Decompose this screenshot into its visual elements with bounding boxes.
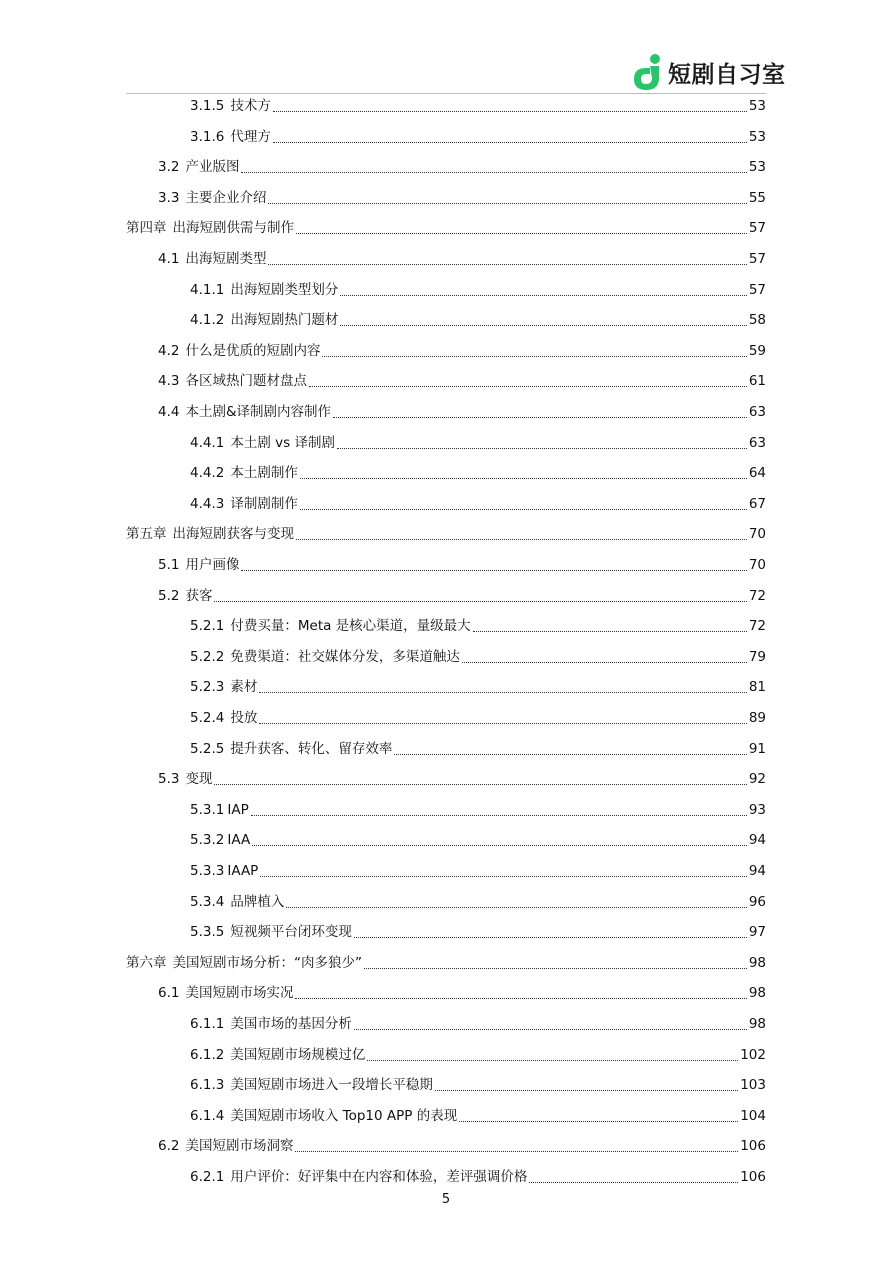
- toc-entry-number: 第六章: [126, 954, 167, 971]
- toc-entry-page: 97: [748, 924, 766, 941]
- toc-entry-number: 5.3.2: [190, 832, 225, 849]
- toc-entry-number: 6.1.4: [190, 1107, 225, 1124]
- toc-entry[interactable]: [190, 1070, 766, 1100]
- toc-entry-title: 用户画像: [185, 557, 240, 573]
- toc-entry-page: 91: [748, 740, 766, 757]
- toc-entry-title: 出海短剧热门题材: [230, 312, 339, 329]
- toc-dot-leader: [300, 458, 747, 488]
- toc-dot-leader: [260, 856, 746, 886]
- toc-entry[interactable]: [158, 550, 766, 580]
- brand-logo: [628, 52, 786, 92]
- toc-entry[interactable]: [158, 366, 766, 396]
- toc-entry[interactable]: [190, 856, 766, 886]
- toc-entry-number: 5.3.5: [190, 924, 225, 941]
- toc-entry-page: 98: [748, 954, 766, 971]
- toc-dot-leader: [462, 642, 747, 672]
- toc-entry-page: 79: [748, 648, 766, 665]
- toc-entry-number: 5.3.1: [190, 801, 225, 818]
- toc-entry-title: 投放: [230, 710, 258, 726]
- toc-entry-page: 53: [748, 128, 766, 145]
- toc-entry-number: 6.2.1: [190, 1169, 225, 1185]
- toc-entry-title: 素材: [230, 679, 258, 696]
- toc-entry[interactable]: [126, 519, 766, 549]
- toc-dot-leader: [354, 1009, 747, 1039]
- toc-entry-number: 4.4.1: [190, 434, 225, 451]
- toc-dot-leader: [333, 397, 747, 427]
- toc-entry-page: 67: [748, 495, 766, 512]
- toc-entry[interactable]: [190, 1101, 766, 1131]
- toc-dot-leader: [296, 519, 747, 549]
- toc-entry-number: 5.2.5: [190, 740, 225, 757]
- toc-entry[interactable]: [190, 1009, 766, 1039]
- toc-entry-title: 出海短剧供需与制作: [172, 220, 294, 237]
- toc-entry[interactable]: [190, 703, 766, 733]
- toc-entry-title: 出海短剧类型: [185, 251, 267, 267]
- toc-entry-number: 5.3: [158, 771, 180, 788]
- toc-entry-number: 6.1.3: [190, 1077, 225, 1094]
- brand-logo-text: 短剧自习室: [668, 61, 786, 88]
- toc-entry-number: 4.4.2: [190, 465, 225, 482]
- toc-entry-title: 美国市场的基因分析: [230, 1016, 352, 1032]
- toc-dot-leader: [259, 703, 746, 733]
- toc-entry-page: 70: [748, 526, 766, 543]
- toc-dot-leader: [214, 581, 746, 611]
- toc-entry[interactable]: [190, 1040, 766, 1070]
- toc-entry-page: 57: [748, 251, 766, 267]
- toc-dot-leader: [286, 887, 746, 917]
- toc-entry-number: 4.1: [158, 251, 180, 267]
- toc-dot-leader: [241, 152, 746, 182]
- toc-dot-leader: [322, 336, 746, 366]
- toc-entry-number: 5.2.2: [190, 648, 225, 665]
- toc-entry-title: 各区域热门题材盘点: [185, 373, 307, 390]
- toc-entry-page: 63: [748, 434, 766, 451]
- toc-entry-number: 5.3.3: [190, 863, 225, 879]
- toc-entry-title: 译制剧制作: [230, 495, 298, 512]
- toc-entry-title: 美国短剧市场洞察: [185, 1138, 294, 1155]
- toc-dot-leader: [268, 183, 746, 213]
- toc-entry-page: 98: [748, 985, 766, 1002]
- toc-entry-title: 本土剧 vs 译制剧: [230, 434, 335, 451]
- toc-dot-leader: [251, 795, 747, 825]
- toc-entry[interactable]: [126, 948, 766, 978]
- toc-entry-page: 58: [748, 312, 766, 329]
- toc-entry[interactable]: [190, 458, 766, 488]
- toc-entry-title: 什么是优质的短剧内容: [185, 342, 321, 359]
- toc-entry-page: 72: [748, 618, 766, 635]
- toc-entry[interactable]: [158, 336, 766, 366]
- toc-entry-page: 103: [740, 1077, 766, 1094]
- toc-dot-leader: [273, 91, 747, 121]
- toc-entry[interactable]: [190, 489, 766, 519]
- toc-entry-page: 57: [748, 281, 766, 298]
- toc-entry-page: 61: [748, 373, 766, 390]
- toc-entry-page: 89: [748, 710, 766, 726]
- toc-dot-leader: [295, 978, 746, 1008]
- toc-entry-title: 短视频平台闭环变现: [230, 924, 352, 941]
- toc-entry-page: 81: [748, 679, 766, 696]
- toc-dot-leader: [367, 1040, 738, 1070]
- toc-entry-number: 5.3.4: [190, 893, 225, 910]
- toc-entry-number: 4.2: [158, 342, 180, 359]
- toc-entry-number: 5.2.1: [190, 618, 225, 635]
- toc-entry-title: 产业版图: [185, 159, 240, 176]
- toc-entry-number: 4.4: [158, 404, 180, 420]
- toc-entry[interactable]: [158, 152, 766, 182]
- toc-dot-leader: [340, 275, 746, 305]
- toc-dot-leader: [241, 550, 746, 580]
- toc-entry-title: 本土剧制作: [230, 465, 298, 482]
- toc-entry[interactable]: [126, 213, 766, 243]
- toc-entry-title: 变现: [185, 771, 213, 788]
- toc-entry-number: 5.2.3: [190, 679, 225, 696]
- toc-dot-leader: [252, 825, 747, 855]
- toc-entry-title: 免费渠道：社交媒体分发，多渠道触达: [230, 648, 460, 665]
- toc-entry[interactable]: [190, 428, 766, 458]
- toc-entry[interactable]: [190, 1162, 766, 1192]
- toc-entry-title: 品牌植入: [230, 893, 285, 910]
- toc-entry-number: 3.2: [158, 159, 180, 176]
- toc-entry-title: 提升获客、转化、留存效率: [230, 740, 393, 757]
- toc-dot-leader: [337, 428, 747, 458]
- toc-entry-page: 92: [748, 771, 766, 788]
- toc-entry-page: 98: [748, 1016, 766, 1032]
- toc-entry-number: 6.1.2: [190, 1046, 225, 1063]
- toc-entry[interactable]: [158, 244, 766, 274]
- toc-entry-title: 付费买量：Meta 是核心渠道，量级最大: [230, 618, 471, 635]
- toc-dot-leader: [295, 1131, 738, 1161]
- toc-dot-leader: [473, 611, 747, 641]
- toc-entry-title: IAAP: [227, 863, 259, 879]
- toc-entry-page: 96: [748, 893, 766, 910]
- toc-entry[interactable]: [190, 795, 766, 825]
- toc-entry-number: 6.2: [158, 1138, 180, 1155]
- toc-entry[interactable]: [190, 887, 766, 917]
- toc-entry-number: 5.2: [158, 587, 180, 604]
- toc-dot-leader: [273, 122, 747, 152]
- page-number: 5: [441, 1192, 451, 1207]
- toc-entry[interactable]: [190, 122, 766, 152]
- toc-entry-number: 第五章: [126, 526, 167, 543]
- toc-entry[interactable]: [158, 764, 766, 794]
- toc-entry-page: 94: [748, 832, 766, 849]
- toc-entry-page: 94: [748, 863, 766, 879]
- toc-entry[interactable]: [190, 734, 766, 764]
- toc-entry-title: 美国短剧市场实况: [185, 985, 294, 1002]
- toc-entry-page: 93: [748, 801, 766, 818]
- toc-entry-title: 获客: [185, 587, 213, 604]
- toc-entry[interactable]: [158, 183, 766, 213]
- toc-dot-leader: [340, 305, 746, 335]
- toc-entry[interactable]: [190, 825, 766, 855]
- toc-entry[interactable]: [190, 305, 766, 335]
- toc-entry-number: 3.3: [158, 189, 180, 206]
- toc-dot-leader: [435, 1070, 738, 1100]
- toc-entry-title: 代理方: [230, 128, 271, 145]
- toc-entry-page: 102: [740, 1046, 766, 1063]
- toc-entry[interactable]: [158, 581, 766, 611]
- toc-entry-title: 美国短剧市场规模过亿: [230, 1046, 366, 1063]
- toc-entry-page: 63: [748, 404, 766, 420]
- toc-entry-title: IAA: [227, 832, 251, 849]
- toc-dot-leader: [296, 213, 747, 243]
- toc-entry-number: 6.1.1: [190, 1016, 225, 1032]
- toc-entry-page: 57: [748, 220, 766, 237]
- toc-entry[interactable]: [190, 642, 766, 672]
- toc-entry-number: 第四章: [126, 220, 167, 237]
- toc-entry-title: 美国短剧市场进入一段增长平稳期: [230, 1077, 433, 1094]
- toc-entry-title: 技术方: [230, 98, 271, 114]
- toc-entry-title: 出海短剧类型划分: [230, 281, 339, 298]
- toc-entry-page: 53: [748, 98, 766, 114]
- toc-dot-leader: [354, 917, 747, 947]
- toc-entry-number: 6.1: [158, 985, 180, 1002]
- toc-entry-page: 70: [748, 557, 766, 573]
- toc-entry-number: 3.1.5: [190, 98, 225, 114]
- toc-entry-title: 主要企业介绍: [185, 189, 267, 206]
- toc-entry[interactable]: [190, 91, 766, 121]
- toc-entry-title: 用户评价：好评集中在内容和体验，差评强调价格: [230, 1169, 528, 1185]
- toc-dot-leader: [268, 244, 746, 274]
- toc-entry-number: 4.1.1: [190, 281, 225, 298]
- toc-dot-leader: [459, 1101, 738, 1131]
- toc-entry-page: 106: [740, 1169, 766, 1185]
- toc-entry[interactable]: [190, 611, 766, 641]
- toc-entry-title: IAP: [227, 801, 249, 818]
- toc-entry[interactable]: [158, 397, 766, 427]
- toc-entry-title: 本土剧&译制剧内容制作: [185, 404, 332, 420]
- toc-entry-page: 72: [748, 587, 766, 604]
- toc-entry-number: 5.2.4: [190, 710, 225, 726]
- toc-entry-title: 美国短剧市场分析：“肉多狼少”: [172, 954, 362, 971]
- toc-entry-title: 出海短剧获客与变现: [172, 526, 294, 543]
- toc-entry-number: 4.3: [158, 373, 180, 390]
- toc-entry[interactable]: [158, 978, 766, 1008]
- toc-entry-page: 106: [740, 1138, 766, 1155]
- toc-entry-number: 5.1: [158, 557, 180, 573]
- toc-entry[interactable]: [158, 1131, 766, 1161]
- toc-dot-leader: [259, 672, 746, 702]
- toc-entry-number: 3.1.6: [190, 128, 225, 145]
- toc-entry-page: 104: [740, 1107, 766, 1124]
- toc-entry[interactable]: [190, 672, 766, 702]
- toc-entry[interactable]: [190, 275, 766, 305]
- toc-entry-page: 64: [748, 465, 766, 482]
- toc-entry-page: 55: [748, 189, 766, 206]
- toc-dot-leader: [309, 366, 747, 396]
- toc-dot-leader: [394, 734, 746, 764]
- toc-entry[interactable]: [190, 917, 766, 947]
- toc-dot-leader: [214, 764, 746, 794]
- toc-entry-number: 4.1.2: [190, 312, 225, 329]
- toc-entry-page: 53: [748, 159, 766, 176]
- toc-dot-leader: [300, 489, 747, 519]
- toc-dot-leader: [364, 948, 747, 978]
- brand-logo-icon: [628, 52, 666, 92]
- toc-dot-leader: [529, 1162, 738, 1192]
- toc-entry-title: 美国短剧市场收入 Top10 APP 的表现: [230, 1107, 458, 1124]
- toc-entry-page: 59: [748, 342, 766, 359]
- toc-entry-number: 4.4.3: [190, 495, 225, 512]
